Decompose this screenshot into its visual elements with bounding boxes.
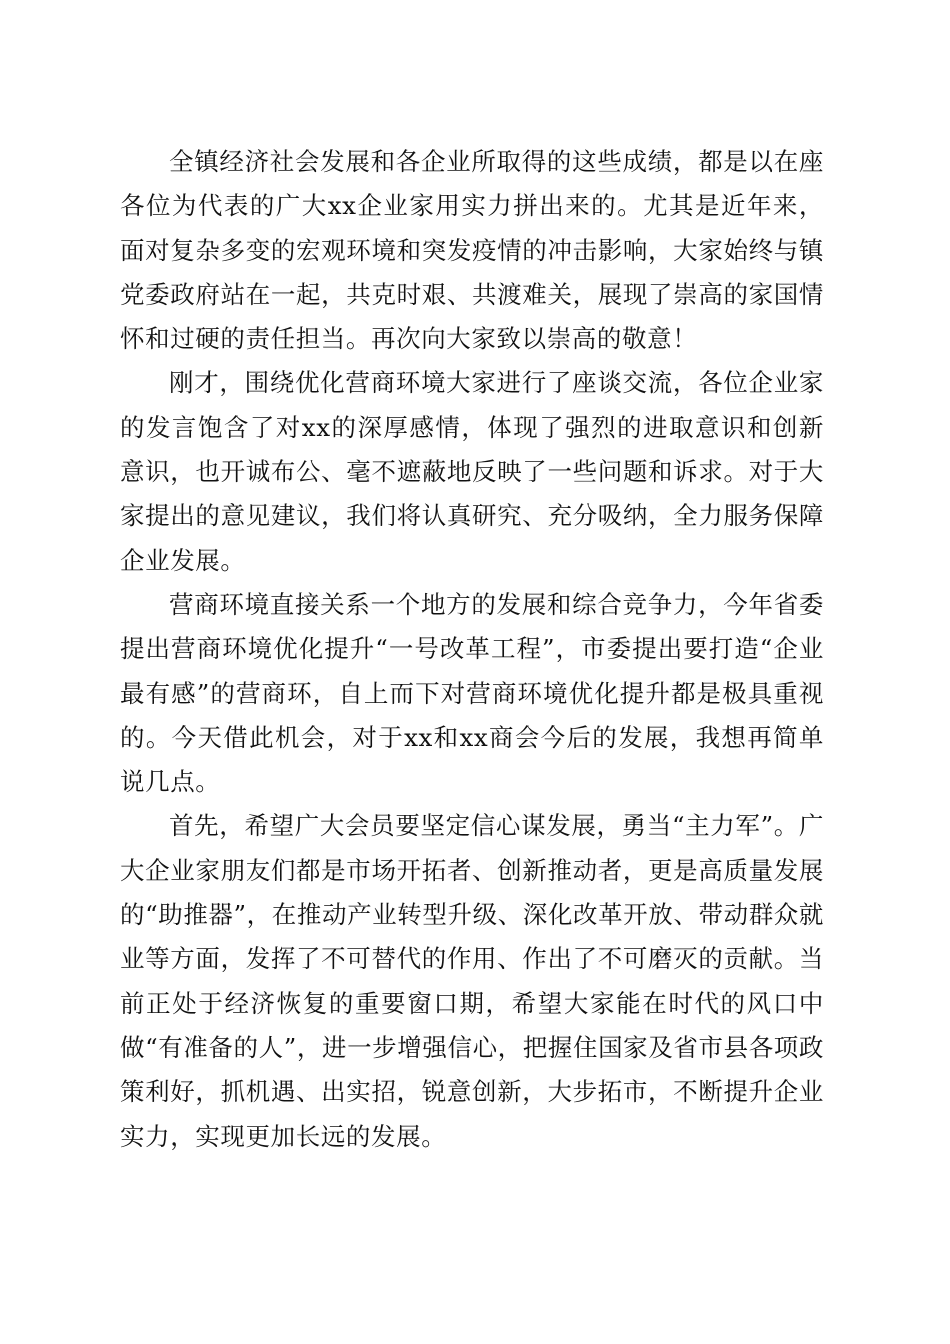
paragraph-business-environment: 营商环境直接关系一个地方的发展和综合竞争力，今年省委提出营商环境优化提升“一号改革工程”，市委提出要打造“企业最有感”的营商环，自上而下对营商环境优化提升都是极具重视的。今天借此机会，对于xx和xx商会今后的发展，我想再简单说几点。: [120, 589, 824, 797]
document-body: [120, 140, 824, 1159]
paragraph-first-point: 首先，希望广大会员要坚定信心谋发展，勇当“主力军”。广大企业家朋友们都是市场开拓者、创新推动者，更是高质量发展的“助推器”，在推动产业转型升级、深化改革开放、带动群众就业等方面，发挥了不可替代的作用、作出了不可磨灭的贡献。当前正处于经济恢复的重要窗口期，希望大家能在时代的风口中做“有准备的人”，进一步增强信心，把握住国家及省市县各项政策利好，抓机遇、出实招，锐意创新，大步拓市，不断提升企业实力，实现更加长远的发展。: [120, 811, 824, 1151]
paragraph-achievements: 全镇经济社会发展和各企业所取得的这些成绩，都是以在座各位为代表的广大xx企业家用实力拼出来的。尤其是近年来，面对复杂多变的宏观环境和突发疫情的冲击影响，大家始终与镇党委政府站在一起，共克时艰、共渡难关，展现了崇高的家国情怀和过硬的责任担当。再次向大家致以崇高的敬意！: [120, 147, 824, 354]
paragraph-discussion: 刚才，围绕优化营商环境大家进行了座谈交流，各位企业家的发言饱含了对xx的深厚感情，体现了强烈的进取意识和创新意识，也开诚布公、毫不遮蔽地反映了一些问题和诉求。对于大家提出的意见建议，我们将认真研究、充分吸纳，全力服务保障企业发展。: [120, 368, 824, 575]
